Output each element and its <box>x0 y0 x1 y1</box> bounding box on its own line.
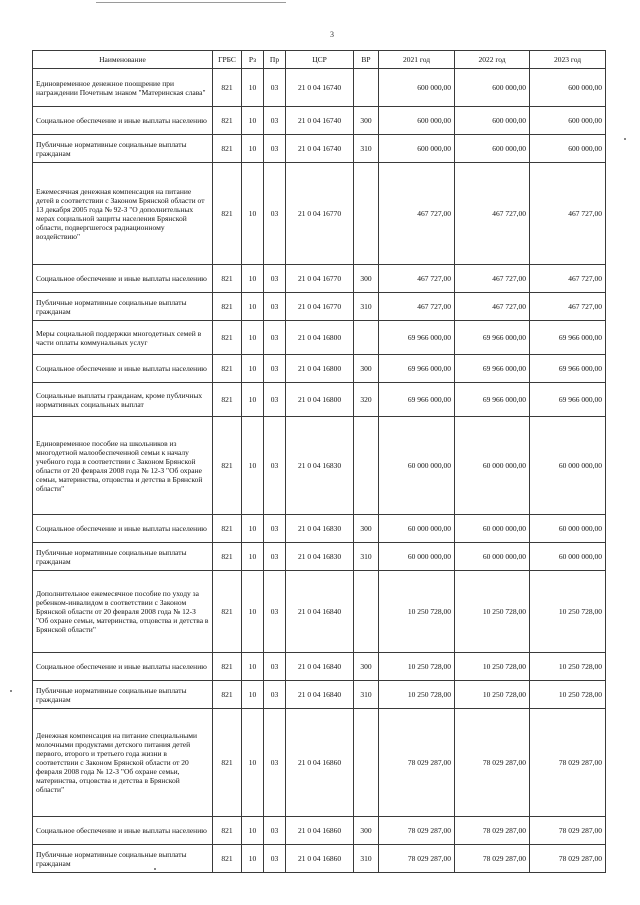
table-row <box>33 845 606 873</box>
cell-y2022: 10 250 728,00 <box>455 571 530 653</box>
cell-y2022: 60 000 000,00 <box>455 543 530 571</box>
cell-y2022: 69 966 000,00 <box>455 355 530 383</box>
table-body <box>33 69 606 873</box>
cell-pr: 03 <box>264 845 286 873</box>
cell-y2022: 78 029 287,00 <box>455 817 530 845</box>
cell-y2021: 10 250 728,00 <box>379 571 455 653</box>
cell-grbs: 821 <box>213 135 242 163</box>
cell-vr: 300 <box>354 817 379 845</box>
cell-vr <box>354 417 379 515</box>
cell-csr: 21 0 04 16840 <box>286 681 354 709</box>
cell-y2022: 600 000,00 <box>455 69 530 107</box>
cell-rz: 10 <box>242 383 264 417</box>
cell-y2023: 10 250 728,00 <box>530 653 606 681</box>
cell-rz: 10 <box>242 417 264 515</box>
cell-y2021: 60 000 000,00 <box>379 543 455 571</box>
cell-y2021: 600 000,00 <box>379 135 455 163</box>
header-vr: ВР <box>354 51 379 69</box>
cell-vr: 320 <box>354 383 379 417</box>
table-row <box>33 107 606 135</box>
cell-name: Социальное обеспечение и иные выплаты населению <box>33 355 213 383</box>
cell-pr: 03 <box>264 571 286 653</box>
scan-speck <box>624 138 626 140</box>
table-row <box>33 293 606 321</box>
cell-pr: 03 <box>264 543 286 571</box>
cell-vr: 310 <box>354 135 379 163</box>
cell-vr: 310 <box>354 293 379 321</box>
cell-pr: 03 <box>264 515 286 543</box>
header-pr: Пр <box>264 51 286 69</box>
cell-name: Социальное обеспечение и иные выплаты населению <box>33 265 213 293</box>
cell-vr: 300 <box>354 653 379 681</box>
cell-csr: 21 0 04 16830 <box>286 543 354 571</box>
cell-grbs: 821 <box>213 265 242 293</box>
cell-csr: 21 0 04 16770 <box>286 265 354 293</box>
table-row <box>33 817 606 845</box>
cell-y2022: 467 727,00 <box>455 293 530 321</box>
scan-speck <box>10 690 12 692</box>
cell-y2021: 69 966 000,00 <box>379 321 455 355</box>
cell-name: Публичные нормативные социальные выплаты гражданам <box>33 681 213 709</box>
header-2021: 2021 год <box>379 51 455 69</box>
table-row <box>33 681 606 709</box>
cell-y2023: 60 000 000,00 <box>530 543 606 571</box>
cell-y2022: 10 250 728,00 <box>455 681 530 709</box>
cell-y2021: 10 250 728,00 <box>379 681 455 709</box>
cell-rz: 10 <box>242 543 264 571</box>
cell-pr: 03 <box>264 107 286 135</box>
cell-grbs: 821 <box>213 355 242 383</box>
cell-y2023: 467 727,00 <box>530 265 606 293</box>
table-row <box>33 355 606 383</box>
cell-csr: 21 0 04 16740 <box>286 107 354 135</box>
cell-y2023: 10 250 728,00 <box>530 571 606 653</box>
header-rz: Рз <box>242 51 264 69</box>
cell-pr: 03 <box>264 681 286 709</box>
cell-y2021: 600 000,00 <box>379 69 455 107</box>
cell-name: Денежная компенсация на питание специальными молочными продуктами детского питания детей первого, второго и третьего года жизни в соответствии с Законом Брянской области от 20 февраля 2008 года № 12-З "Об охране семьи, материнства, отцовства и детства в Брянской области" <box>33 709 213 817</box>
cell-name: Социальные выплаты гражданам, кроме публичных нормативных социальных выплат <box>33 383 213 417</box>
header-2022: 2022 год <box>455 51 530 69</box>
cell-y2021: 467 727,00 <box>379 163 455 265</box>
cell-name: Социальное обеспечение и иные выплаты населению <box>33 653 213 681</box>
table-row <box>33 69 606 107</box>
cell-name: Публичные нормативные социальные выплаты гражданам <box>33 293 213 321</box>
cell-vr: 310 <box>354 845 379 873</box>
cell-y2021: 78 029 287,00 <box>379 817 455 845</box>
cell-y2022: 60 000 000,00 <box>455 515 530 543</box>
cell-grbs: 821 <box>213 709 242 817</box>
budget-table <box>32 50 606 873</box>
cell-grbs: 821 <box>213 653 242 681</box>
cell-y2023: 60 000 000,00 <box>530 417 606 515</box>
header-csr: ЦСР <box>286 51 354 69</box>
cell-name: Публичные нормативные социальные выплаты гражданам <box>33 543 213 571</box>
cell-name: Публичные нормативные социальные выплаты гражданам <box>33 845 213 873</box>
table-row <box>33 709 606 817</box>
cell-grbs: 821 <box>213 417 242 515</box>
cell-pr: 03 <box>264 135 286 163</box>
page-number: 3 <box>330 30 334 39</box>
cell-vr <box>354 709 379 817</box>
cell-y2023: 69 966 000,00 <box>530 355 606 383</box>
table-row <box>33 265 606 293</box>
cell-grbs: 821 <box>213 515 242 543</box>
cell-rz: 10 <box>242 163 264 265</box>
cell-rz: 10 <box>242 265 264 293</box>
cell-y2021: 60 000 000,00 <box>379 515 455 543</box>
cell-y2021: 467 727,00 <box>379 293 455 321</box>
cell-y2022: 600 000,00 <box>455 107 530 135</box>
table-row <box>33 571 606 653</box>
header-name: Наименование <box>33 51 213 69</box>
table-row <box>33 135 606 163</box>
cell-vr: 300 <box>354 107 379 135</box>
cell-csr: 21 0 04 16770 <box>286 293 354 321</box>
cell-pr: 03 <box>264 709 286 817</box>
cell-pr: 03 <box>264 417 286 515</box>
table-header-row <box>33 51 606 69</box>
cell-vr <box>354 163 379 265</box>
cell-name: Публичные нормативные социальные выплаты гражданам <box>33 135 213 163</box>
cell-grbs: 821 <box>213 543 242 571</box>
cell-pr: 03 <box>264 265 286 293</box>
table-row <box>33 321 606 355</box>
cell-rz: 10 <box>242 681 264 709</box>
cell-pr: 03 <box>264 69 286 107</box>
cell-csr: 21 0 04 16800 <box>286 355 354 383</box>
table-row <box>33 163 606 265</box>
cell-vr: 310 <box>354 681 379 709</box>
cell-y2021: 69 966 000,00 <box>379 355 455 383</box>
cell-grbs: 821 <box>213 817 242 845</box>
table-row <box>33 515 606 543</box>
cell-y2021: 467 727,00 <box>379 265 455 293</box>
cell-pr: 03 <box>264 355 286 383</box>
cell-y2022: 78 029 287,00 <box>455 709 530 817</box>
cell-y2023: 467 727,00 <box>530 293 606 321</box>
table-row <box>33 543 606 571</box>
cell-y2021: 10 250 728,00 <box>379 653 455 681</box>
cell-name: Социальное обеспечение и иные выплаты населению <box>33 817 213 845</box>
cell-y2021: 78 029 287,00 <box>379 709 455 817</box>
cell-y2023: 600 000,00 <box>530 69 606 107</box>
cell-name: Социальное обеспечение и иные выплаты населению <box>33 515 213 543</box>
cell-csr: 21 0 04 16770 <box>286 163 354 265</box>
cell-y2023: 78 029 287,00 <box>530 845 606 873</box>
cell-csr: 21 0 04 16740 <box>286 135 354 163</box>
cell-csr: 21 0 04 16800 <box>286 321 354 355</box>
cell-rz: 10 <box>242 355 264 383</box>
cell-y2023: 69 966 000,00 <box>530 383 606 417</box>
cell-y2021: 600 000,00 <box>379 107 455 135</box>
cell-y2023: 600 000,00 <box>530 135 606 163</box>
cell-pr: 03 <box>264 383 286 417</box>
cell-rz: 10 <box>242 709 264 817</box>
cell-y2021: 69 966 000,00 <box>379 383 455 417</box>
cell-vr: 310 <box>354 543 379 571</box>
cell-pr: 03 <box>264 293 286 321</box>
cell-name: Ежемесячная денежная компенсация на питание детей в соответствии с Законом Брянской области от 13 декабря 2005 года № 92-З "О дополнительных мерах социальной защиты населения Брянской области, подвергшегося радиационному воздействию" <box>33 163 213 265</box>
table-row <box>33 417 606 515</box>
cell-y2023: 69 966 000,00 <box>530 321 606 355</box>
cell-vr: 300 <box>354 355 379 383</box>
cell-y2021: 60 000 000,00 <box>379 417 455 515</box>
table-row <box>33 653 606 681</box>
cell-rz: 10 <box>242 845 264 873</box>
cell-rz: 10 <box>242 653 264 681</box>
header-grbs: ГРБС <box>213 51 242 69</box>
cell-rz: 10 <box>242 571 264 653</box>
cell-rz: 10 <box>242 107 264 135</box>
cell-name: Дополнительное ежемесячное пособие по уходу за ребенком-инвалидом в соответствии с Законом Брянской области от 20 февраля 2008 года № 12-З "Об охране семьи, материнства, отцовства и детства в Брянской области" <box>33 571 213 653</box>
cell-rz: 10 <box>242 135 264 163</box>
cell-y2022: 69 966 000,00 <box>455 321 530 355</box>
cell-y2023: 10 250 728,00 <box>530 681 606 709</box>
cell-csr: 21 0 04 16830 <box>286 515 354 543</box>
cell-csr: 21 0 04 16840 <box>286 653 354 681</box>
cell-pr: 03 <box>264 817 286 845</box>
table-row <box>33 383 606 417</box>
cell-pr: 03 <box>264 163 286 265</box>
cell-csr: 21 0 04 16860 <box>286 817 354 845</box>
cell-grbs: 821 <box>213 69 242 107</box>
cell-grbs: 821 <box>213 107 242 135</box>
cell-csr: 21 0 04 16860 <box>286 845 354 873</box>
cell-y2023: 600 000,00 <box>530 107 606 135</box>
cell-y2022: 10 250 728,00 <box>455 653 530 681</box>
cell-y2022: 467 727,00 <box>455 265 530 293</box>
cell-vr: 300 <box>354 515 379 543</box>
header-2023: 2023 год <box>530 51 606 69</box>
cell-rz: 10 <box>242 293 264 321</box>
cell-y2021: 78 029 287,00 <box>379 845 455 873</box>
header-rule <box>96 2 286 3</box>
cell-pr: 03 <box>264 321 286 355</box>
cell-rz: 10 <box>242 69 264 107</box>
cell-vr <box>354 571 379 653</box>
cell-grbs: 821 <box>213 321 242 355</box>
cell-y2022: 600 000,00 <box>455 135 530 163</box>
cell-pr: 03 <box>264 653 286 681</box>
cell-csr: 21 0 04 16800 <box>286 383 354 417</box>
cell-vr: 300 <box>354 265 379 293</box>
cell-name: Социальное обеспечение и иные выплаты населению <box>33 107 213 135</box>
cell-csr: 21 0 04 16860 <box>286 709 354 817</box>
cell-name: Меры социальной поддержки многодетных семей в части оплаты коммунальных услуг <box>33 321 213 355</box>
cell-rz: 10 <box>242 515 264 543</box>
cell-y2022: 78 029 287,00 <box>455 845 530 873</box>
cell-rz: 10 <box>242 817 264 845</box>
cell-y2023: 78 029 287,00 <box>530 709 606 817</box>
cell-grbs: 821 <box>213 163 242 265</box>
cell-vr <box>354 321 379 355</box>
cell-y2023: 78 029 287,00 <box>530 817 606 845</box>
cell-csr: 21 0 04 16740 <box>286 69 354 107</box>
cell-csr: 21 0 04 16840 <box>286 571 354 653</box>
cell-grbs: 821 <box>213 293 242 321</box>
cell-name: Единовременное денежное поощрение при награждении Почетным знаком "Материнская слава" <box>33 69 213 107</box>
cell-rz: 10 <box>242 321 264 355</box>
scan-speck <box>154 868 156 870</box>
cell-grbs: 821 <box>213 571 242 653</box>
cell-y2022: 60 000 000,00 <box>455 417 530 515</box>
cell-y2022: 69 966 000,00 <box>455 383 530 417</box>
cell-y2022: 467 727,00 <box>455 163 530 265</box>
cell-grbs: 821 <box>213 383 242 417</box>
cell-vr <box>354 69 379 107</box>
cell-grbs: 821 <box>213 845 242 873</box>
cell-y2023: 467 727,00 <box>530 163 606 265</box>
cell-grbs: 821 <box>213 681 242 709</box>
cell-csr: 21 0 04 16830 <box>286 417 354 515</box>
cell-name: Единовременное пособие на школьников из многодетной малообеспеченной семьи к началу учебного года в соответствии с Законом Брянской области от 20 февраля 2008 года № 12-З "Об охране семьи, материнства, отцовства и детства в Брянской области" <box>33 417 213 515</box>
cell-y2023: 60 000 000,00 <box>530 515 606 543</box>
